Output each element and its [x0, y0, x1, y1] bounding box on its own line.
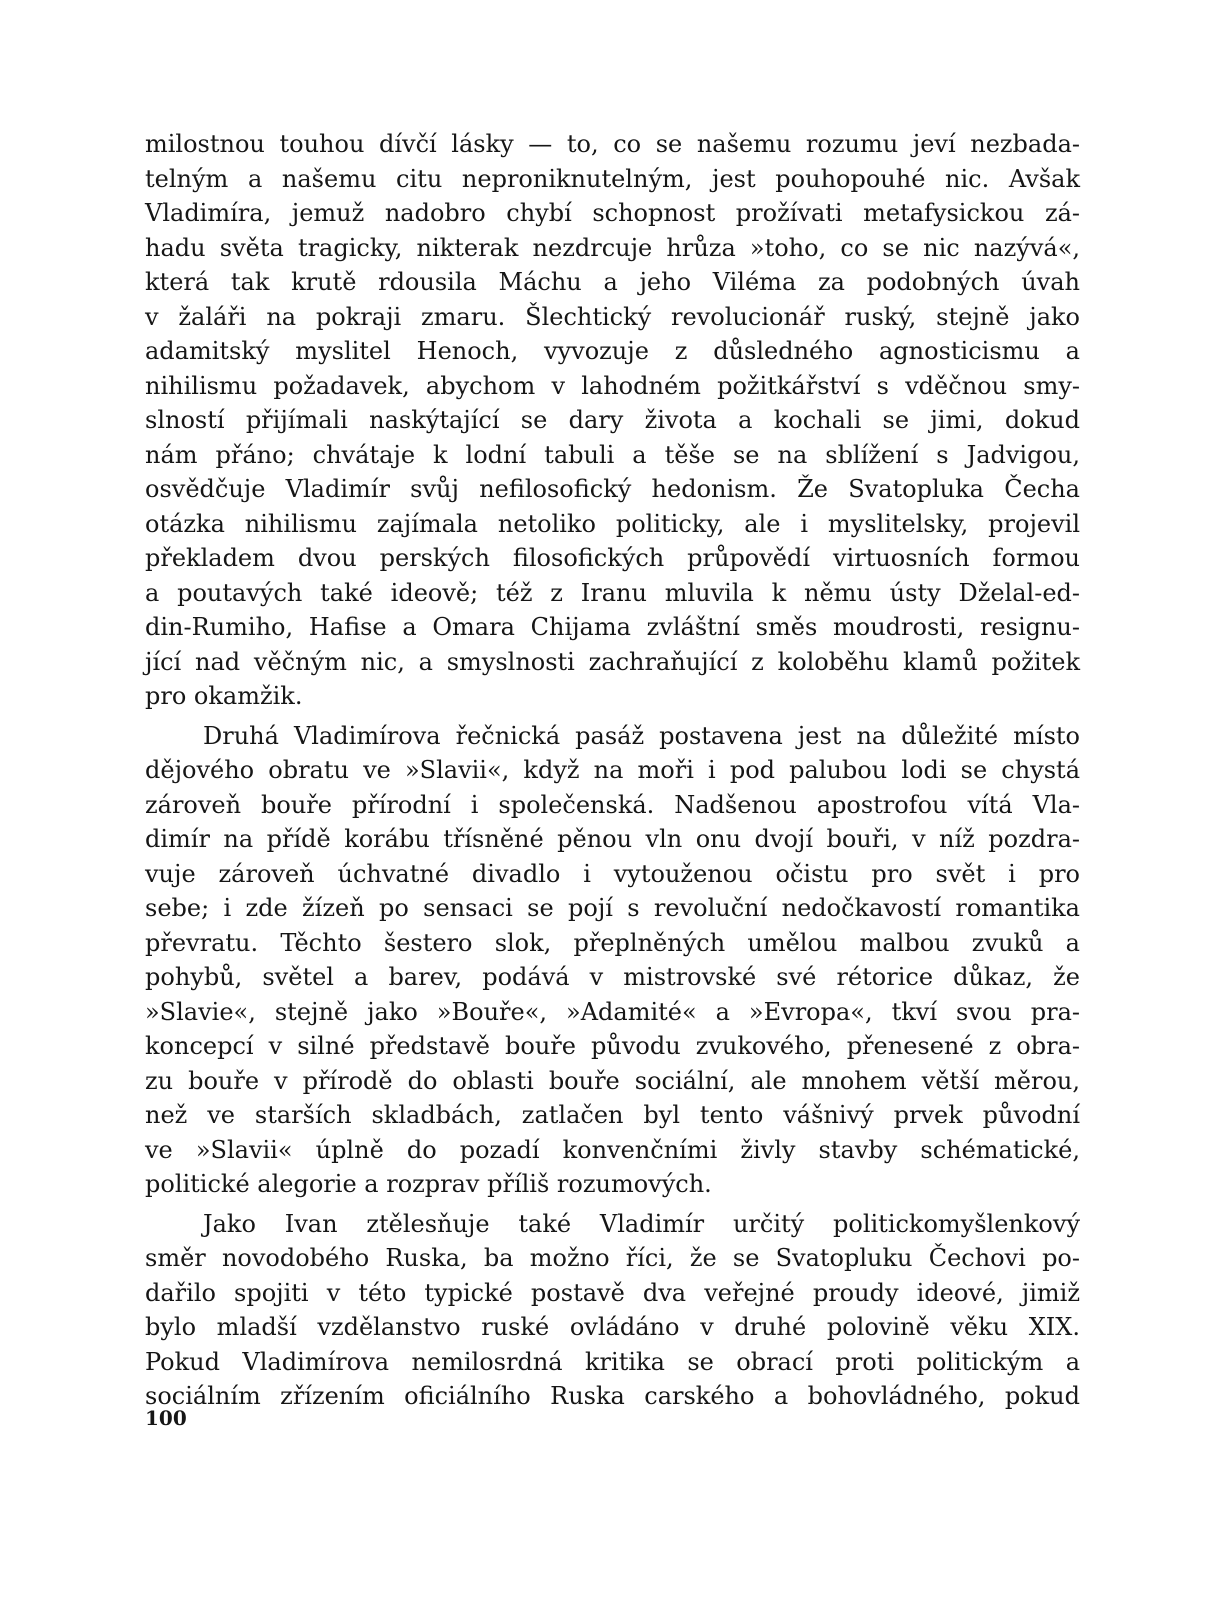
text-line: Jako Ivan ztělesňuje také Vladimír určitý politickomyšlenkový: [203, 1209, 1080, 1238]
text-line: milostnou touhou dívčí lásky — to, co se našemu rozumu jeví nezbada-: [145, 130, 1080, 158]
text-line: dařilo spojiti v této typické postavě dva veřejné proudy ideové, jimiž: [145, 1278, 1080, 1307]
text-line: slností přijímali naskýtající se dary života a kochali se jimi, dokud: [145, 406, 1080, 434]
paragraph-1: [145, 127, 1080, 714]
text-line: pohybů, světel a barev, podává v mistrovské své rétorice důkaz, že: [145, 963, 1080, 991]
page-number: 100: [145, 1406, 187, 1430]
text-line: politické alegorie a rozprav příliš rozumových.: [145, 1170, 712, 1198]
text-line: vuje zároveň úchvatné divadlo i vytouženou očistu pro svět i pro: [145, 859, 1080, 888]
text-line: din-Rumiho, Hafise a Omara Chijama zvláštní směs moudrosti, resignu-: [145, 613, 1080, 641]
paragraph-2: [145, 719, 1080, 1202]
text-line: koncepcí v silné představě bouře původu zvukového, přenesené z obra-: [145, 1032, 1080, 1060]
text-line: směr novodobého Ruska, ba možno říci, že se Svatopluku Čechovi po-: [145, 1244, 1080, 1272]
text-line: sebe; i zde žízeň po sensaci se pojí s revoluční nedočkavostí romantika: [145, 894, 1080, 922]
text-line: adamitský myslitel Henoch, vyvozuje z důsledného agnosticismu a: [145, 337, 1080, 365]
text-line: osvědčuje Vladimír svůj nefilosofický hedonism. Že Svatopluka Čecha: [145, 475, 1080, 503]
text-line: převratu. Těchto šestero slok, přeplněných umělou malbou zvuků a: [145, 928, 1080, 957]
text-line: a poutavých také ideově; též z Iranu mluvila k němu ústy Dželal-ed-: [145, 578, 1080, 607]
text-line: Vladimíra, jemuž nadobro chybí schopnost prožívati metafysickou zá-: [145, 199, 1080, 227]
text-line: nihilismu požadavek, abychom v lahodném požitkářství s vděčnou smy-: [145, 371, 1080, 400]
text-line: která tak krutě rdousila Máchu a jeho Viléma za podobných úvah: [145, 268, 1080, 296]
text-line: nám přáno; chvátaje k lodní tabuli a těše se na sblížení s Jadvigou,: [145, 440, 1080, 469]
text-line: Druhá Vladimírova řečnická pasáž postavena jest na důležité místo: [203, 721, 1080, 750]
paragraph-3: [145, 1207, 1080, 1414]
text-line: Pokud Vladimírova nemilosrdná kritika se obrací proti politickým a: [145, 1347, 1080, 1376]
text-line: než ve starších skladbách, zatlačen byl tento vášnivý prvek původní: [145, 1101, 1080, 1129]
text-line: hadu světa tragicky, nikterak nezdrcuje hrůza »toho, co se nic nazývá«,: [145, 233, 1080, 262]
text-line: bylo mladší vzdělanstvo ruské ovládáno v druhé polovině věku XIX.: [145, 1313, 1080, 1341]
text-line: v žaláři na pokraji zmaru. Šlechtický revolucionář ruský, stejně jako: [145, 302, 1080, 331]
text-line: dějového obratu ve »Slavii«, když na moři i pod palubou lodi se chystá: [145, 756, 1080, 784]
text-line: pro okamžik.: [145, 682, 303, 710]
text-line: sociálním zřízením oficiálního Ruska carského a bohovládného, pokud: [145, 1382, 1080, 1410]
text-line: zároveň bouře přírodní i společenská. Nadšenou apostrofou vítá Vla-: [145, 790, 1080, 819]
text-line: telným a našemu citu neproniknutelným, jest pouhopouhé nic. Avšak: [145, 164, 1080, 193]
text-line: zu bouře v přírodě do oblasti bouře sociální, ale mnohem větší měrou,: [145, 1066, 1080, 1095]
text-line: »Slavie«, stejně jako »Bouře«, »Adamité« a »Evropa«, tkví svou pra-: [145, 997, 1080, 1026]
text-line: dimír na přídě korábu třísněné pěnou vln onu dvojí bouři, v níž pozdra-: [145, 825, 1080, 853]
text-line: jící nad věčným nic, a smyslnosti zachraňující z koloběhu klamů požitek: [145, 647, 1080, 676]
body-text: [145, 127, 1080, 1414]
text-line: otázka nihilismu zajímala netoliko politicky, ale i myslitelsky, projevil: [145, 509, 1080, 538]
text-line: překladem dvou perských filosofických průpovědí virtuosních formou: [145, 544, 1080, 572]
text-line: ve »Slavii« úplně do pozadí konvenčními živly stavby schématické,: [145, 1135, 1080, 1164]
